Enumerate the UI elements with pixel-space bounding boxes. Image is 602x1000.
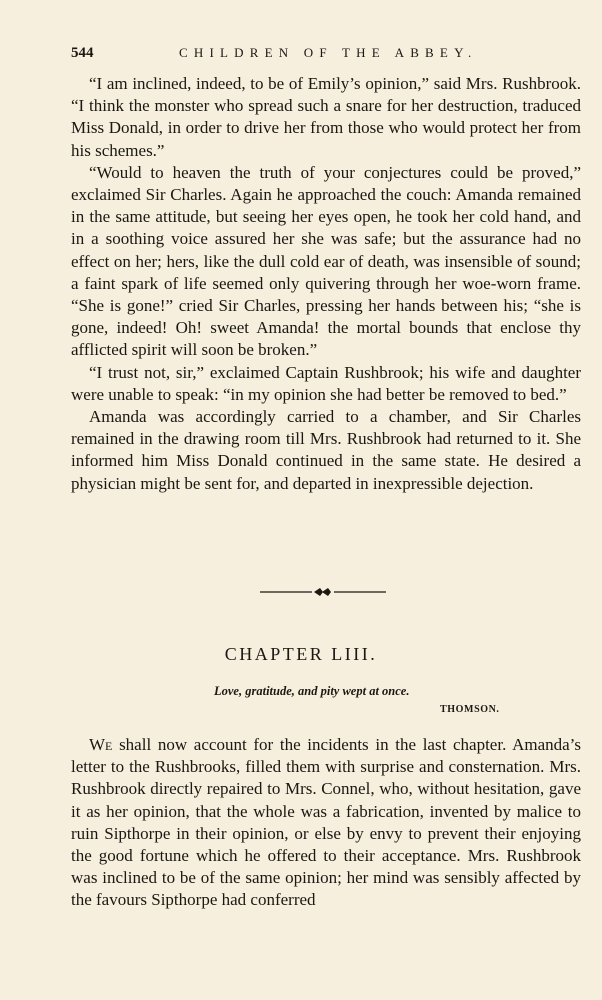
paragraph: “I am inclined, indeed, to be of Emily’s opinion,” said Mrs. Rushbrook. “I think the monster who spread such a snare for her destruction, traduced Miss Donald, in order to drive her from those who would protect her from his schemes.” <box>71 74 581 160</box>
running-head: CHILDREN OF THE ABBEY. <box>179 45 478 60</box>
opening-word: We <box>89 735 113 754</box>
text-before-chapter <box>71 73 581 495</box>
text-after-chapter <box>71 734 581 912</box>
chapter-opening-paragraph <box>71 734 581 912</box>
opening-paragraph-text: shall now account for the incidents in the last chapter. Amanda’s letter to the Rushbrooks, filled them with surprise and consternation. Mrs. Rushbrook directly repaired to Mrs. Connel, who, without hesitation, gave it as her opinion, that the whole was a fabrication, invented by malice to ruin Sipthorpe in their opinion, or else by envy to prevent their enjoying the good fortune which he offered to their acceptance. Mrs. Rushbrook was inclined to be of the same opinion; her mind was sensibly affected by the favours Sipthorpe had conferred <box>71 735 581 910</box>
paragraph: Amanda was accordingly carried to a chamber, and Sir Charles remained in the drawing room till Mrs. Rushbrook had returned to it. She informed him Miss Donald continued in the same state. He desired a physician might be sent for, and departed in inexpressible dejection. <box>71 407 581 493</box>
ornament-divider <box>260 584 386 600</box>
epigraph: Love, gratitude, and pity wept at once. <box>214 684 410 698</box>
paragraph: “Would to heaven the truth of your conjectures could be proved,” exclaimed Sir Charles. Again he approached the couch: Amanda remained in the same attitude, but seeing her eyes open, he took her cold hand, and in a soothing voice assured her she was safe; but the assurance had no effect on her; hers, like the dull cold ear of death, was insensible of sound; a faint spark of life seemed only quivering through her woe-worn frame. “She is gone!” cried Sir Charles, pressing her hands between his; “she is gone, indeed! Oh! sweet Amanda! the mortal bounds that enclose thy afflicted spirit will soon be broken.” <box>71 162 581 360</box>
paragraph: “I trust not, sir,” exclaimed Captain Rushbrook; his wife and daughter were unable to speak: “in my opinion she had better be removed to bed.” <box>71 362 581 404</box>
page-number: 544 <box>71 45 94 61</box>
chapter-title: CHAPTER LIII. <box>224 644 378 664</box>
epigraph-source: THOMSON. <box>440 704 500 715</box>
